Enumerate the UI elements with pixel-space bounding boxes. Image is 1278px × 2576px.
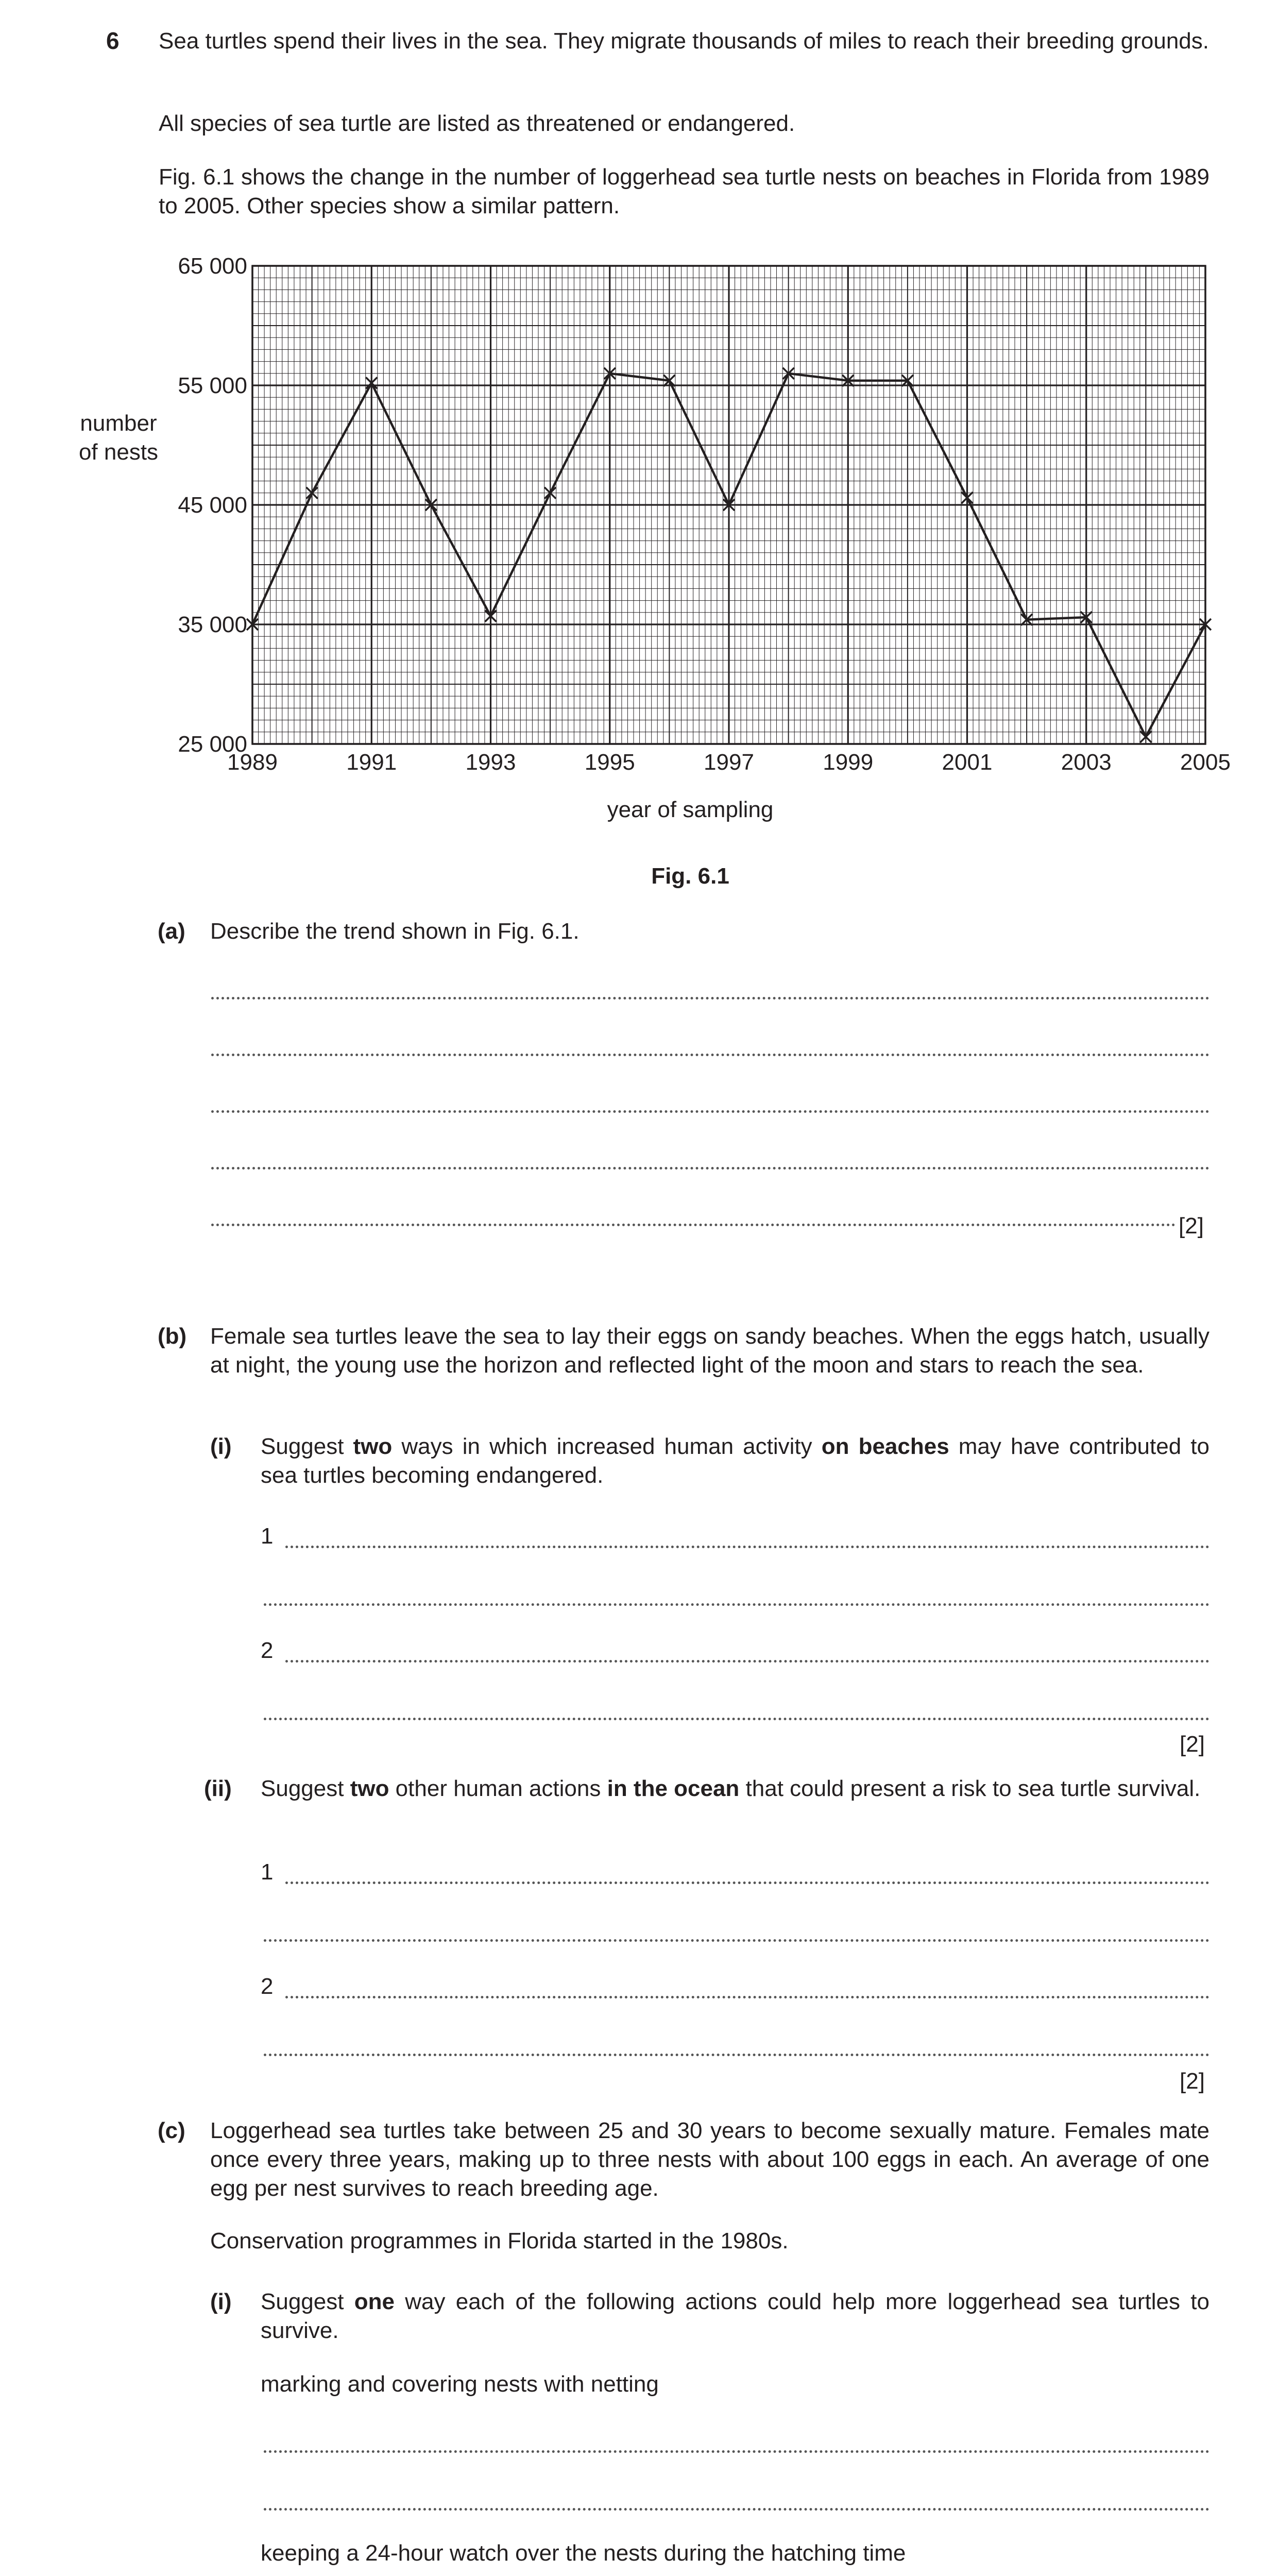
question-number: 6 xyxy=(106,27,120,54)
y-tick-label: 55 000 xyxy=(178,373,247,398)
y-axis-label-line-2: of nests xyxy=(78,439,159,465)
y-axis-label-line-1: number xyxy=(80,411,157,436)
y-tick-label: 25 000 xyxy=(178,732,247,757)
answer-line-a-1[interactable] xyxy=(211,997,1209,999)
x-tick-label: 2005 xyxy=(1180,750,1231,775)
answer-line-c-i-2[interactable] xyxy=(264,2508,1209,2511)
answer-line-b-ii-1[interactable] xyxy=(285,1882,1209,1884)
part-b-i-number-1: 1 xyxy=(261,1523,274,1549)
part-c-i-action-1: marking and covering nests with netting xyxy=(261,2371,659,2397)
intro-paragraph-1: Sea turtles spend their lives in the sea. They migrate thousands of miles to reach their breeding grounds. xyxy=(159,28,1209,54)
intro-paragraph-2: All species of sea turtle are listed as threatened or endangered. xyxy=(159,111,795,136)
x-axis-label: year of sampling xyxy=(607,797,774,822)
answer-line-b-i-4[interactable] xyxy=(264,1718,1209,1720)
part-c-i-text: Suggest one way each of the following actions could help more loggerhead sea turtles to survive. xyxy=(261,2289,1209,2343)
part-a-label: (a) xyxy=(158,919,185,944)
x-tick-label: 1995 xyxy=(584,750,635,775)
answer-line-a-4[interactable] xyxy=(211,1167,1209,1170)
answer-line-b-i-3[interactable] xyxy=(285,1660,1209,1663)
x-tick-label: 1997 xyxy=(704,750,754,775)
answer-line-b-i-1[interactable] xyxy=(285,1546,1209,1548)
part-b-label: (b) xyxy=(158,1324,187,1349)
y-tick-label: 45 000 xyxy=(178,493,247,518)
y-axis-ticks xyxy=(178,253,247,757)
part-c-i-label: (i) xyxy=(210,2289,232,2314)
line-chart xyxy=(0,237,1278,835)
y-tick-label: 65 000 xyxy=(178,253,247,279)
part-b-i-text: Suggest two ways in which increased human activity on beaches may have contributed to sea turtles becoming endangered. xyxy=(261,1434,1209,1488)
part-c-label: (c) xyxy=(158,2118,185,2143)
x-axis-ticks xyxy=(227,750,1231,775)
answer-line-b-ii-2[interactable] xyxy=(264,1939,1209,1942)
x-tick-label: 1989 xyxy=(227,750,278,775)
part-b-ii-number-1: 1 xyxy=(261,1859,274,1885)
answer-line-b-i-2[interactable] xyxy=(264,1603,1209,1606)
part-a-marks: [2] xyxy=(1179,1213,1204,1239)
part-b-i-number-2: 2 xyxy=(261,1638,274,1663)
part-b-ii-text: Suggest two other human actions in the ocean that could present a risk to sea turtle survival. xyxy=(261,1776,1201,1801)
x-tick-label: 2003 xyxy=(1061,750,1112,775)
part-c-i-action-2: keeping a 24-hour watch over the nests during the hatching time xyxy=(261,2540,906,2566)
part-b-i-label: (i) xyxy=(210,1434,232,1459)
answer-line-a-2[interactable] xyxy=(211,1054,1209,1056)
part-b-ii-number-2: 2 xyxy=(261,1974,274,1999)
answer-line-b-ii-3[interactable] xyxy=(285,1996,1209,1998)
x-tick-label: 1993 xyxy=(465,750,516,775)
part-b-ii-label: (ii) xyxy=(204,1776,232,1801)
part-b-ii-marks: [2] xyxy=(1180,2069,1205,2094)
part-a-text: Describe the trend shown in Fig. 6.1. xyxy=(210,919,580,944)
answer-line-b-ii-4[interactable] xyxy=(264,2054,1209,2056)
part-c-text-1: Loggerhead sea turtles take between 25 and 30 years to become sexually mature. Females mate once every three years, making up to three nests with about 100 eggs in each. An average of one egg per nest survives to reach breeding age. xyxy=(210,2118,1209,2201)
intro-paragraph-3: Fig. 6.1 shows the change in the number of loggerhead sea turtle nests on beaches in Florida from 1989 to 2005. Other species show a similar pattern. xyxy=(159,164,1209,218)
y-tick-label: 35 000 xyxy=(178,612,247,637)
figure-caption: Fig. 6.1 xyxy=(651,863,729,889)
answer-line-c-i-1[interactable] xyxy=(264,2450,1209,2453)
part-c-text-2: Conservation programmes in Florida started in the 1980s. xyxy=(210,2228,789,2253)
x-tick-label: 2001 xyxy=(942,750,993,775)
answer-line-a-3[interactable] xyxy=(211,1110,1209,1113)
part-b-text: Female sea turtles leave the sea to lay their eggs on sandy beaches. When the eggs hatch, usually at night, the young use the horizon and reflected light of the moon and stars to reach the sea. xyxy=(210,1324,1209,1378)
x-tick-label: 1999 xyxy=(823,750,874,775)
x-tick-label: 1991 xyxy=(346,750,397,775)
answer-line-a-5[interactable] xyxy=(211,1224,1175,1226)
part-b-i-marks: [2] xyxy=(1180,1732,1205,1757)
